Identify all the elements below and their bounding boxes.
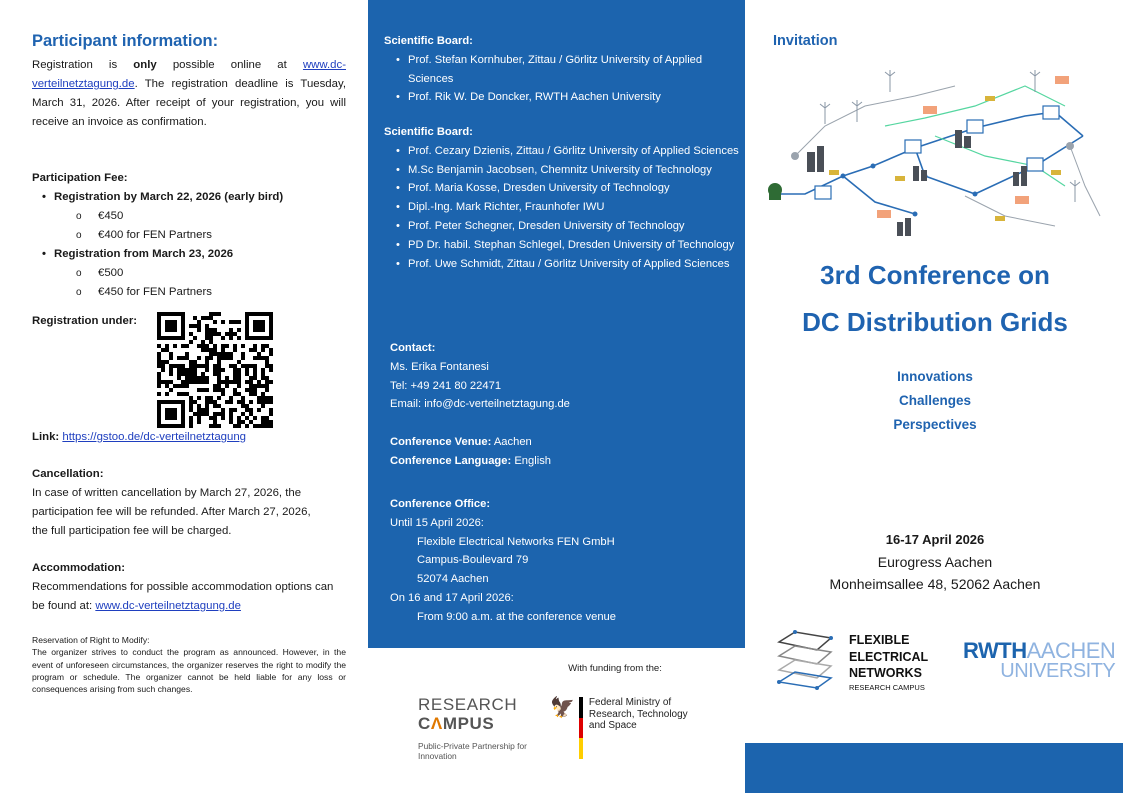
conference-office-block <box>390 495 730 627</box>
registration-website-link[interactable]: www.dc-verteilnetztagung.de <box>32 59 346 90</box>
board-member: • Dipl.-Ing. Mark Richter, Fraunhofer IWU <box>384 198 739 217</box>
conference-venue: Conference Venue: Aachen <box>390 436 532 448</box>
contact-block <box>390 339 730 414</box>
topic-item: Perspectives <box>893 417 977 432</box>
scientific-board-2 <box>384 123 739 273</box>
board-member: • Prof. Uwe Schmidt, Zittau / Görlitz University of Applied Sciences <box>384 255 739 274</box>
board-member: • Prof. Stefan Kornhuber, Zittau / Görlitz University of Applied Sciences <box>384 51 739 89</box>
federal-eagle-icon: 🦅 <box>550 697 575 719</box>
board-member: • PD Dr. habil. Stephan Schlegel, Dresden University of Technology <box>384 236 739 255</box>
fen-network-logo-icon <box>773 628 839 690</box>
office-on: On 16 and 17 April 2026: <box>390 591 514 604</box>
registration-under-label: Registration under: <box>32 315 138 327</box>
conference-date: 16-17 April 2026 <box>885 532 985 547</box>
dc-grid-network-illustration <box>765 66 1110 246</box>
contact-phone[interactable]: Tel: +49 241 80 22471 <box>390 379 502 392</box>
ministry-name: Federal Ministry of Research, Technology and Space <box>588 697 688 731</box>
fee-list <box>32 188 346 302</box>
contact-heading: Contact: <box>390 342 436 354</box>
registration-paragraph: Registration is only possible online at www.dc-verteilnetztagung.de. The registration deadline is Tuesday, March 31, 2026. After receipt of your registration, you will receive an invoice as confirmation. <box>32 59 346 128</box>
federal-ministry-logo <box>550 697 701 759</box>
scientific-board-heading: Scientific Board: <box>384 126 473 138</box>
board-member: • M.Sc Benjamin Jacobsen, Chemnitz University of Technology <box>384 161 739 180</box>
accommodation-link[interactable]: www.dc-verteilnetztagung.de <box>95 600 241 612</box>
contact-name: Ms. Erika Fontanesi <box>390 360 489 373</box>
fee-item-early-bird: • Registration by March 22, 2026 (early bird) o €450 o €400 for FEN Partners <box>42 188 346 245</box>
venue-name: Eurogress Aachen <box>877 554 993 570</box>
organization-panel <box>368 0 745 648</box>
rwth-aachen-logo: RWTHAACHEN UNIVERSITY <box>963 638 1116 682</box>
cancellation-heading: Cancellation: <box>32 468 104 480</box>
conference-title: 3rd Conference on DC Distribution Grids <box>802 260 1068 337</box>
accommodation-heading: Accommodation: <box>32 562 126 574</box>
cancellation-text: In case of written cancellation by March 27, 2026, the participation fee will be refunded. After March 27, 2026, the full participation fee will be charged. <box>32 487 311 537</box>
bottom-blue-bar <box>745 743 1123 793</box>
fee-price: o €450 <box>76 207 346 226</box>
board-member: • Prof. Maria Kosse, Dresden University of Technology <box>384 179 739 198</box>
registration-qr-row <box>32 312 346 428</box>
funding-note: With funding from the: <box>568 663 662 674</box>
german-flag-bar <box>579 697 583 759</box>
scientific-board-heading: Scientific Board: <box>384 35 473 47</box>
short-registration-link[interactable]: https://gstoo.de/dc-verteilnetztagung <box>62 431 247 443</box>
board-member: • Prof. Peter Schegner, Dresden University of Technology <box>384 217 739 236</box>
participant-info-title: Participant information: <box>32 32 219 50</box>
fee-price: o €450 for FEN Partners <box>76 283 346 302</box>
accommodation-text: Recommendations for possible accommodation options can be found at: www.dc-verteilnetztagung.de <box>32 581 334 612</box>
office-time: From 9:00 a.m. at the conference venue <box>417 610 616 623</box>
venue-address: Monheimsallee 48, 52062 Aachen <box>829 576 1041 592</box>
topic-item: Challenges <box>898 393 972 408</box>
board-member: • Prof. Rik W. De Doncker, RWTH Aachen University <box>384 88 739 107</box>
reservation-notice <box>32 634 346 695</box>
participant-info-panel <box>32 30 346 695</box>
scientific-board-1 <box>384 32 739 107</box>
reservation-heading: Reservation of Right to Modify: <box>32 635 150 645</box>
office-until: Until 15 April 2026: <box>390 516 484 529</box>
conference-date-venue <box>760 529 1110 595</box>
link-line: Link: https://gstoo.de/dc-verteilnetztagung <box>32 431 247 443</box>
invitation-heading: Invitation <box>773 33 838 49</box>
board-member: • Prof. Cezary Dzienis, Zittau / Görlitz University of Applied Sciences <box>384 142 739 161</box>
qr-code-icon[interactable] <box>157 312 273 428</box>
research-campus-logo: RESEARCH CΛMPUS Public-Private Partnership for Innovation <box>418 695 527 761</box>
office-heading: Conference Office: <box>390 498 491 510</box>
conference-language: Conference Language: English <box>390 454 552 467</box>
conference-topics <box>760 365 1110 437</box>
fen-logo-text: FLEXIBLE ELECTRICAL NETWORKS RESEARCH CAMPUS <box>849 633 929 692</box>
reservation-text: The organizer strives to conduct the program as announced. However, in the event of unforeseen circumstances, the organizer reserves the right to modify the program or schedule. The organizer cannot be held liable for any loss or consequences arising from such changes. <box>32 647 346 695</box>
fee-price: o €500 <box>76 264 346 283</box>
office-line: Campus-Boulevard 79 <box>417 554 529 567</box>
fee-item-regular: • Registration from March 23, 2026 o €500 o €450 for FEN Partners <box>42 245 346 302</box>
fee-heading: Participation Fee: <box>32 172 128 184</box>
office-line: 52074 Aachen <box>417 573 489 586</box>
topic-item: Innovations <box>897 369 973 384</box>
contact-email[interactable]: Email: info@dc-verteilnetztagung.de <box>390 398 570 411</box>
fee-price: o €400 for FEN Partners <box>76 226 346 245</box>
office-line: Flexible Electrical Networks FEN GmbH <box>417 535 615 548</box>
venue-block <box>390 433 730 471</box>
